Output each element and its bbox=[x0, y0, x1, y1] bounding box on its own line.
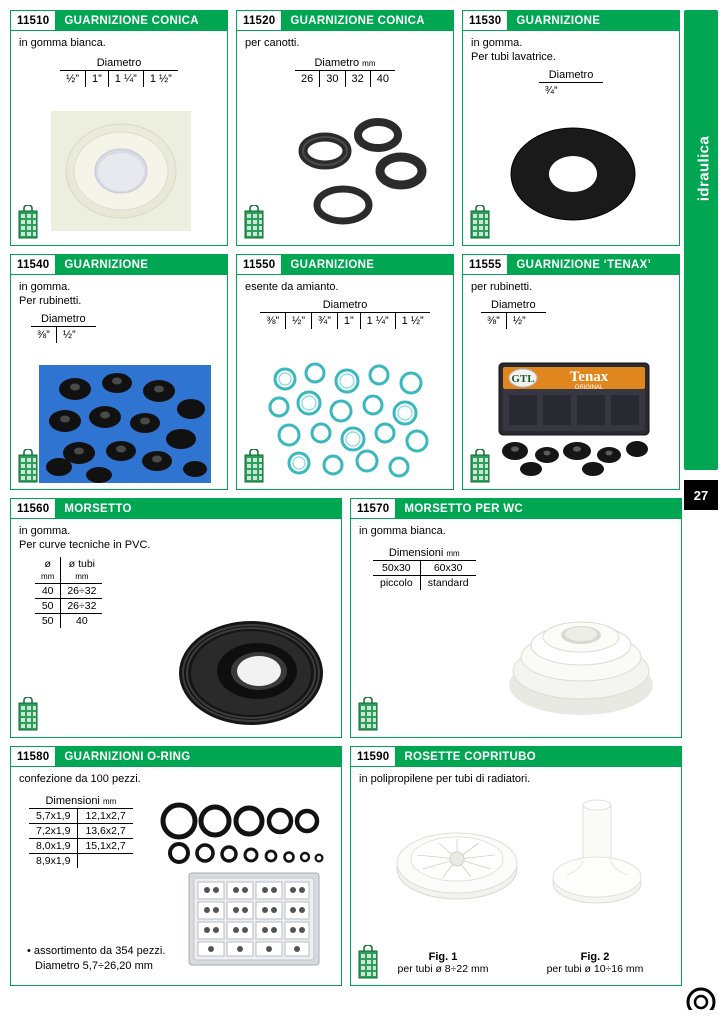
product-title: MORSETTO bbox=[56, 499, 341, 518]
card-body bbox=[463, 31, 679, 245]
product-description: in gomma bianca. bbox=[19, 37, 106, 49]
card-body bbox=[11, 519, 341, 737]
table-row bbox=[373, 575, 476, 590]
product-code: 11590 bbox=[351, 747, 396, 766]
spec-values bbox=[539, 83, 604, 99]
spec-label: Diametro bbox=[31, 313, 96, 327]
bag-icon bbox=[243, 449, 265, 483]
spec-block bbox=[373, 547, 476, 590]
table-cell bbox=[78, 853, 133, 868]
spec-unit: mm bbox=[446, 548, 460, 558]
card-header bbox=[351, 499, 681, 519]
spec-value: 32 bbox=[346, 71, 371, 87]
spec-values bbox=[31, 327, 96, 343]
product-title: ROSETTE COPRITUBO bbox=[396, 747, 681, 766]
table-cell: 40 bbox=[35, 583, 61, 598]
table-cell: 7,2x1,9 bbox=[29, 823, 78, 838]
product-description: in gomma. Per rubinetti. bbox=[19, 281, 82, 307]
card-body bbox=[351, 519, 681, 737]
product-title: GUARNIZIONE CONICA bbox=[56, 11, 227, 30]
table-cell: 50 bbox=[35, 598, 61, 613]
card-body bbox=[11, 767, 341, 985]
spec-value: 40 bbox=[376, 72, 389, 85]
spec-block bbox=[481, 299, 546, 329]
table-row bbox=[29, 809, 133, 824]
product-card-11555[interactable] bbox=[462, 254, 680, 490]
table-row bbox=[29, 838, 133, 853]
product-title: GUARNIZIONE bbox=[56, 255, 227, 274]
spec-values bbox=[60, 71, 178, 87]
product-card-11590[interactable] bbox=[350, 746, 682, 986]
figure-1-label: Fig. 1 bbox=[428, 951, 458, 963]
bag-icon bbox=[357, 697, 379, 731]
card-body bbox=[351, 767, 681, 985]
product-photo bbox=[503, 119, 643, 229]
spec-block bbox=[539, 69, 604, 99]
card-header bbox=[11, 499, 341, 519]
spec-value: ¾” bbox=[312, 313, 338, 329]
product-title: GUARNIZIONE CONICA bbox=[282, 11, 453, 30]
card-body bbox=[11, 31, 227, 245]
product-note: • assortimento da 354 pezzi. Diametro 5,7÷26,20 mm bbox=[27, 945, 166, 972]
figure-2-caption: Fig. 2 per tubi ø 10÷16 mm bbox=[546, 951, 644, 975]
card-header bbox=[237, 255, 453, 275]
spec-unit: mm bbox=[102, 796, 117, 806]
spec-values bbox=[295, 71, 395, 87]
product-card-11580[interactable] bbox=[10, 746, 342, 986]
table-cell: 40 bbox=[61, 613, 103, 628]
section-tab[interactable] bbox=[684, 10, 718, 470]
product-card-11520[interactable] bbox=[236, 10, 454, 246]
table-cell: 50 bbox=[35, 613, 61, 628]
table-header: ø mm bbox=[35, 557, 61, 584]
table-row bbox=[373, 561, 476, 576]
section-label: idraulica bbox=[695, 135, 713, 202]
product-photo bbox=[485, 359, 663, 479]
spec-block bbox=[31, 313, 96, 343]
spec-value: ⅜” bbox=[31, 327, 57, 343]
card-header bbox=[11, 11, 227, 31]
card-header bbox=[237, 11, 453, 31]
table-header: ø tubi mm bbox=[61, 557, 103, 584]
product-photo bbox=[51, 111, 191, 231]
table-cell: 50x30 bbox=[373, 561, 420, 576]
product-code: 11520 bbox=[237, 11, 282, 30]
spec-value: ¾” bbox=[544, 84, 558, 97]
table-cell: 5,7x1,9 bbox=[29, 809, 78, 824]
card-header bbox=[351, 747, 681, 767]
spec-value: ⅜” bbox=[481, 313, 507, 329]
product-photo bbox=[39, 365, 211, 483]
spec-value: ½” bbox=[62, 328, 76, 341]
svg-text:ORIGINAL: ORIGINAL bbox=[574, 385, 604, 391]
bag-icon bbox=[17, 449, 39, 483]
spec-label: Diametro bbox=[260, 299, 429, 313]
product-photo-assortment-case bbox=[187, 871, 321, 967]
product-card-11570[interactable] bbox=[350, 498, 682, 738]
page-side-rail bbox=[684, 10, 718, 1010]
product-card-11550[interactable] bbox=[236, 254, 454, 490]
product-photo-orings bbox=[159, 801, 331, 873]
figure-2-label: Fig. 2 bbox=[580, 951, 610, 963]
product-photo-fig2 bbox=[543, 797, 653, 917]
table-cell: 8,9x1,9 bbox=[29, 853, 78, 868]
card-header bbox=[11, 747, 341, 767]
spec-block bbox=[295, 57, 395, 87]
product-description: in polipropilene per tubi di radiatori. bbox=[359, 773, 531, 785]
card-header bbox=[463, 11, 679, 31]
bag-icon bbox=[469, 449, 491, 483]
table-row bbox=[35, 583, 102, 598]
table-cell: 26÷32 bbox=[61, 598, 103, 613]
product-photo bbox=[273, 109, 438, 234]
spec-value: 1 ½” bbox=[401, 314, 424, 327]
table-cell: piccolo bbox=[373, 575, 420, 590]
spec-block bbox=[260, 299, 429, 329]
product-title: GUARNIZIONE ‘TENAX’ bbox=[508, 255, 679, 274]
table-cell: 13,6x2,7 bbox=[78, 823, 133, 838]
spec-value: ½” bbox=[60, 71, 86, 87]
spec-label: Diametro bbox=[60, 57, 178, 71]
table-row bbox=[29, 853, 133, 868]
svg-text:Tenax: Tenax bbox=[569, 369, 609, 385]
table-cell: 8,0x1,9 bbox=[29, 838, 78, 853]
product-code: 11570 bbox=[351, 499, 396, 518]
spec-value: 1 ¼” bbox=[361, 313, 396, 329]
bag-icon bbox=[17, 205, 39, 239]
table-cell: 12,1x2,7 bbox=[85, 809, 126, 822]
page-number: 27 bbox=[684, 480, 718, 510]
product-photo bbox=[263, 361, 439, 483]
spec-value: ½” bbox=[512, 314, 526, 327]
spec-label: Diametro bbox=[539, 69, 604, 83]
product-description: per rubinetti. bbox=[471, 281, 533, 293]
product-title: GUARNIZIONE bbox=[282, 255, 453, 274]
product-card-11530[interactable] bbox=[462, 10, 680, 246]
product-code: 11530 bbox=[463, 11, 508, 30]
table-cell: standard bbox=[420, 575, 475, 590]
spec-block bbox=[60, 57, 178, 87]
spec-value: 1” bbox=[338, 313, 361, 329]
card-header bbox=[11, 255, 227, 275]
bag-icon bbox=[469, 205, 491, 239]
product-description: in gomma. Per curve tecniche in PVC. bbox=[19, 525, 151, 551]
product-code: 11560 bbox=[11, 499, 56, 518]
card-body bbox=[237, 275, 453, 489]
product-photo bbox=[161, 605, 341, 730]
product-code: 11510 bbox=[11, 11, 56, 30]
bag-icon bbox=[243, 205, 265, 239]
spec-label: Dimensioni mm bbox=[373, 547, 476, 561]
spec-values bbox=[481, 313, 546, 329]
product-description: per canotti. bbox=[245, 37, 300, 49]
product-photo-fig1 bbox=[387, 807, 527, 917]
product-code: 11540 bbox=[11, 255, 56, 274]
spec-value: 26 bbox=[295, 71, 320, 87]
spec-table bbox=[35, 557, 102, 628]
bag-icon bbox=[357, 945, 379, 979]
product-title: GUARNIZIONE bbox=[508, 11, 679, 30]
spec-value: 1” bbox=[86, 71, 109, 87]
product-description: in gomma bianca. bbox=[359, 525, 446, 537]
spec-unit: mm bbox=[362, 58, 376, 68]
product-grid bbox=[10, 10, 682, 994]
product-title: GUARNIZIONI O-RING bbox=[56, 747, 341, 766]
product-card-11510[interactable] bbox=[10, 10, 228, 246]
product-card-11540[interactable] bbox=[10, 254, 228, 490]
product-code: 11555 bbox=[463, 255, 508, 274]
card-body bbox=[463, 275, 679, 489]
product-photo bbox=[491, 597, 671, 727]
spec-values bbox=[260, 313, 429, 329]
product-title: MORSETTO PER WC bbox=[396, 499, 681, 518]
table-row bbox=[35, 598, 102, 613]
product-description: confezione da 100 pezzi. bbox=[19, 773, 141, 785]
product-description: esente da amianto. bbox=[245, 281, 339, 293]
card-body bbox=[237, 31, 453, 245]
table-row bbox=[35, 613, 102, 628]
spec-label: Diametro mm bbox=[295, 57, 395, 71]
spec-label: Diametro bbox=[481, 299, 546, 313]
spec-value: ½” bbox=[286, 313, 312, 329]
spec-value: 1 ¼” bbox=[109, 71, 144, 87]
spec-table bbox=[29, 809, 133, 868]
figure-1-caption: Fig. 1 per tubi ø 8÷22 mm bbox=[397, 951, 489, 975]
table-cell: 60x30 bbox=[433, 561, 463, 574]
spec-table bbox=[373, 561, 476, 590]
spec-block bbox=[29, 795, 133, 868]
spec-value: 1 ½” bbox=[149, 72, 172, 85]
product-card-11560[interactable] bbox=[10, 498, 342, 738]
brand-mark: GTL bbox=[511, 373, 535, 385]
table-cell: 26÷32 bbox=[61, 583, 103, 598]
product-code: 11580 bbox=[11, 747, 56, 766]
publisher-logo bbox=[684, 976, 718, 1010]
table-cell: 15,1x2,7 bbox=[78, 838, 133, 853]
card-header bbox=[463, 255, 679, 275]
card-body bbox=[11, 275, 227, 489]
spec-value: 30 bbox=[320, 71, 345, 87]
product-code: 11550 bbox=[237, 255, 282, 274]
table-row bbox=[29, 823, 133, 838]
bag-icon bbox=[17, 697, 39, 731]
spec-label: Dimensioni mm bbox=[29, 795, 133, 809]
spec-value: ⅜” bbox=[260, 313, 286, 329]
product-description: in gomma. Per tubi lavatrice. bbox=[471, 37, 556, 63]
